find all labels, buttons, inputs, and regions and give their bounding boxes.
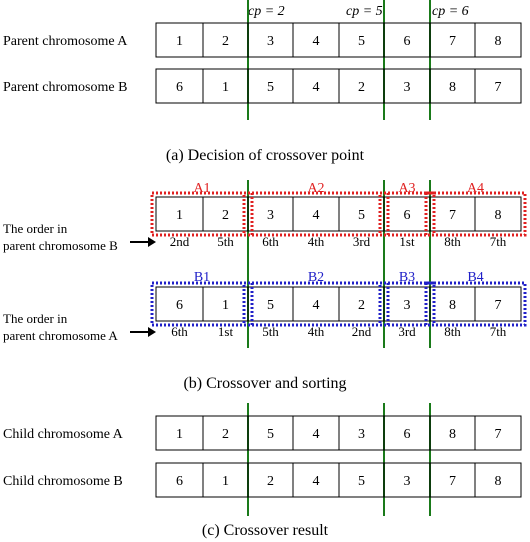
gene-cell: 1 (176, 208, 183, 223)
order-label: 2nd (351, 324, 372, 339)
gene-cell: 1 (222, 298, 229, 313)
gene-cell: 6 (176, 298, 183, 313)
parent-chromosome-row (156, 69, 521, 103)
gene-cell: 2 (222, 34, 229, 49)
group-label: B2 (307, 270, 325, 285)
order-label: 7th (489, 234, 507, 249)
gene-cell: 2 (222, 427, 229, 442)
gene-cell: 5 (267, 427, 274, 442)
gene-cell: 8 (449, 80, 456, 95)
gene-cell: 3 (403, 298, 411, 313)
gene-cell: 7 (494, 427, 502, 442)
gene-cell: 5 (267, 80, 274, 95)
gene-cell: 4 (312, 474, 320, 489)
gene-cell: 6 (176, 80, 183, 95)
gene-cell: 5 (358, 474, 365, 489)
group-label: B4 (467, 270, 484, 285)
group-label: B3 (398, 270, 416, 285)
order-label: 8th (444, 324, 461, 339)
order-label: 5th (217, 234, 234, 249)
gene-cell: 2 (358, 298, 365, 313)
order-label: 5th (262, 324, 279, 339)
gene-cell: 2 (358, 80, 365, 95)
gene-cell: 4 (312, 427, 320, 442)
order-label: 3rd (352, 234, 371, 249)
gene-cell: 1 (176, 427, 183, 442)
gene-cell: 8 (494, 474, 502, 489)
cut-point-label: cp = 5 (346, 4, 383, 19)
arrow-head-icon (148, 327, 156, 337)
gene-cell: 4 (312, 80, 320, 95)
sorting-row-row_a (156, 197, 521, 231)
gene-cell: 3 (403, 80, 411, 95)
sorting-row-row_b (156, 287, 521, 321)
order-label: 6th (171, 324, 188, 339)
row-label: Parent chromosome B (3, 80, 128, 95)
child-chromosome-row (156, 463, 521, 497)
order-label: 7th (489, 324, 507, 339)
gene-cell: 5 (267, 298, 274, 313)
gene-cell: 3 (358, 427, 365, 442)
order-caption-line1: The order in (3, 221, 68, 236)
gene-cell: 7 (494, 80, 502, 95)
order-label: 4th (307, 234, 325, 249)
order-caption-line1: The order in (3, 311, 68, 326)
row-label: Parent chromosome A (3, 34, 128, 49)
group-label: A2 (307, 181, 325, 196)
group-label: A3 (398, 181, 416, 196)
gene-cell: 6 (403, 208, 411, 223)
order-caption-line2: parent chromosome B (3, 238, 118, 253)
gene-cell: 8 (494, 34, 502, 49)
gene-cell: 8 (449, 298, 456, 313)
order-label: 4th (307, 324, 325, 339)
order-label: 2nd (169, 234, 190, 249)
caption-a: (a) Decision of crossover point (165, 147, 365, 164)
gene-cell: 5 (358, 34, 365, 49)
group-box (152, 283, 252, 325)
parent-chromosome-row (156, 23, 521, 57)
gene-cell: 4 (312, 34, 320, 49)
gene-cell: 3 (267, 34, 274, 49)
cut-point-label: cp = 6 (432, 4, 469, 19)
group-label: B1 (193, 270, 211, 285)
gene-cell: 2 (267, 474, 274, 489)
gene-cell: 3 (267, 208, 274, 223)
arrow-head-icon (148, 237, 156, 247)
gene-cell: 7 (494, 298, 502, 313)
row-label: Child chromosome A (3, 427, 123, 442)
caption-c: (c) Crossover result (201, 522, 329, 539)
gene-cell: 6 (176, 474, 183, 489)
gene-cell: 8 (449, 427, 456, 442)
gene-cell: 5 (358, 208, 365, 223)
gene-cell: 7 (449, 34, 456, 49)
order-caption-line2: parent chromosome A (3, 328, 118, 343)
gene-cell: 1 (176, 34, 183, 49)
gene-cell: 1 (222, 80, 229, 95)
gene-cell: 4 (312, 208, 320, 223)
gene-cell: 1 (222, 474, 229, 489)
order-label: 8th (444, 234, 461, 249)
group-label: A1 (193, 181, 211, 196)
group-box (152, 193, 252, 235)
gene-cell: 6 (403, 34, 411, 49)
gene-cell: 8 (494, 208, 502, 223)
order-label: 1st (217, 324, 234, 339)
cut-point-label: cp = 2 (248, 4, 285, 19)
order-label: 6th (262, 234, 279, 249)
gene-cell: 7 (449, 208, 456, 223)
caption-b: (b) Crossover and sorting (183, 375, 347, 392)
gene-cell: 2 (222, 208, 229, 223)
gene-cell: 7 (449, 474, 456, 489)
gene-cell: 6 (403, 427, 411, 442)
gene-cell: 3 (403, 474, 411, 489)
order-label: 1st (399, 234, 415, 249)
gene-cell: 4 (312, 298, 320, 313)
child-chromosome-row (156, 416, 521, 450)
group-label: A4 (466, 181, 485, 196)
row-label: Child chromosome B (3, 474, 123, 489)
order-label: 3rd (398, 324, 416, 339)
